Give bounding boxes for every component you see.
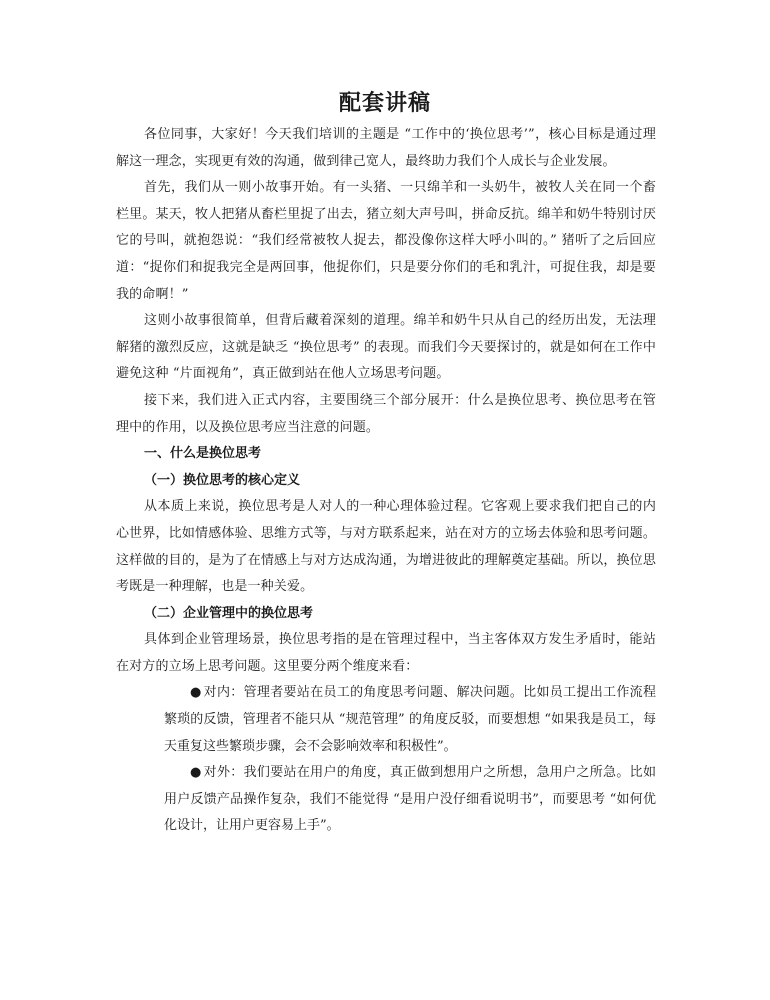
bullet-marker: ● [190, 685, 202, 701]
story-paragraph: 首先，我们从一则小故事开始。有一头猪、一只绵羊和一头奶牛，被牧人关在同一个畜栏里。某天，牧人把猪从畜栏里捉了出去，猪立刻大声号叫，拼命反抗。绵羊和奶牛特别讨厌它的号叫，就抱怨说：“我们经常被牧人捉去，都没像你这样大呼小叫的。” 猪听了之后回应道：“捉你们和捉我完全是两回事，他捉你们，只是要分你们的毛和乳汁，可捉住我，却是要我的命啊！” [116, 180, 656, 302]
subheading-core-definition: （一）换位思考的核心定义 [144, 472, 301, 488]
definition-paragraph: 从本质上来说，换位思考是人对人的一种心理体验过程。它客观上要求我们把自己的内心世界，比如情感体验、思维方式等，与对方联系起来，站在对方的立场去体验和思考问题。这样做的目的，是为了在情感上与对方达成沟通，为增进彼此的理解奠定基础。所以，换位思考既是一种理解，也是一种关爱。 [116, 499, 656, 595]
document-title: 配套讲稿 [338, 90, 431, 116]
management-paragraph: 具体到企业管理场景，换位思考指的是在管理过程中，当主客体双方发生矛盾时，能站在对方的立场上思考问题。这里要分两个维度来看： [116, 632, 656, 674]
moral-paragraph: 这则小故事很简单，但背后藏着深刻的道理。绵羊和奶牛只从自己的经历出发，无法理解猪的激烈反应，这就是缺乏 “换位思考” 的表现。而我们今天要探讨的，就是如何在工作中避免这种 “片面视角”，真正做到站在他人立场思考问题。 [116, 313, 656, 382]
bullet-external-text: 对外：我们要站在用户的角度，真正做到想用户之所想，急用户之所急。比如用户反馈产品操作复杂，我们不能觉得 “是用户没仔细看说明书”，而要思考 “如何优化设计，让用户更容易上手”。 [164, 765, 656, 834]
intro-paragraph: 各位同事，大家好！今天我们培训的主题是 “工作中的‘换位思考’”，核心目标是通过理解这一理念，实现更有效的沟通，做到律己宽人，最终助力我们个人成长与企业发展。 [116, 127, 656, 169]
document-body [116, 122, 656, 840]
subheading-management: （二）企业管理中的换位思考 [144, 605, 314, 621]
bullet-marker: ● [190, 765, 202, 781]
bullet-internal [164, 680, 656, 760]
bullet-internal-text: 对内：管理者要站在员工的角度思考问题、解决问题。比如员工提出工作流程繁琐的反馈，管理者不能只从 “规范管理” 的角度反驳，而要想想 “如果我是员工，每天重复这些繁琐步骤，会不会影响效率和积极性”。 [164, 685, 656, 754]
bullet-external [164, 760, 656, 840]
outline-paragraph: 接下来，我们进入正式内容，主要围绕三个部分展开：什么是换位思考、换位思考在管理中的作用，以及换位思考应当注意的问题。 [116, 392, 656, 435]
section-heading-what-is: 一、什么是换位思考 [144, 446, 262, 462]
